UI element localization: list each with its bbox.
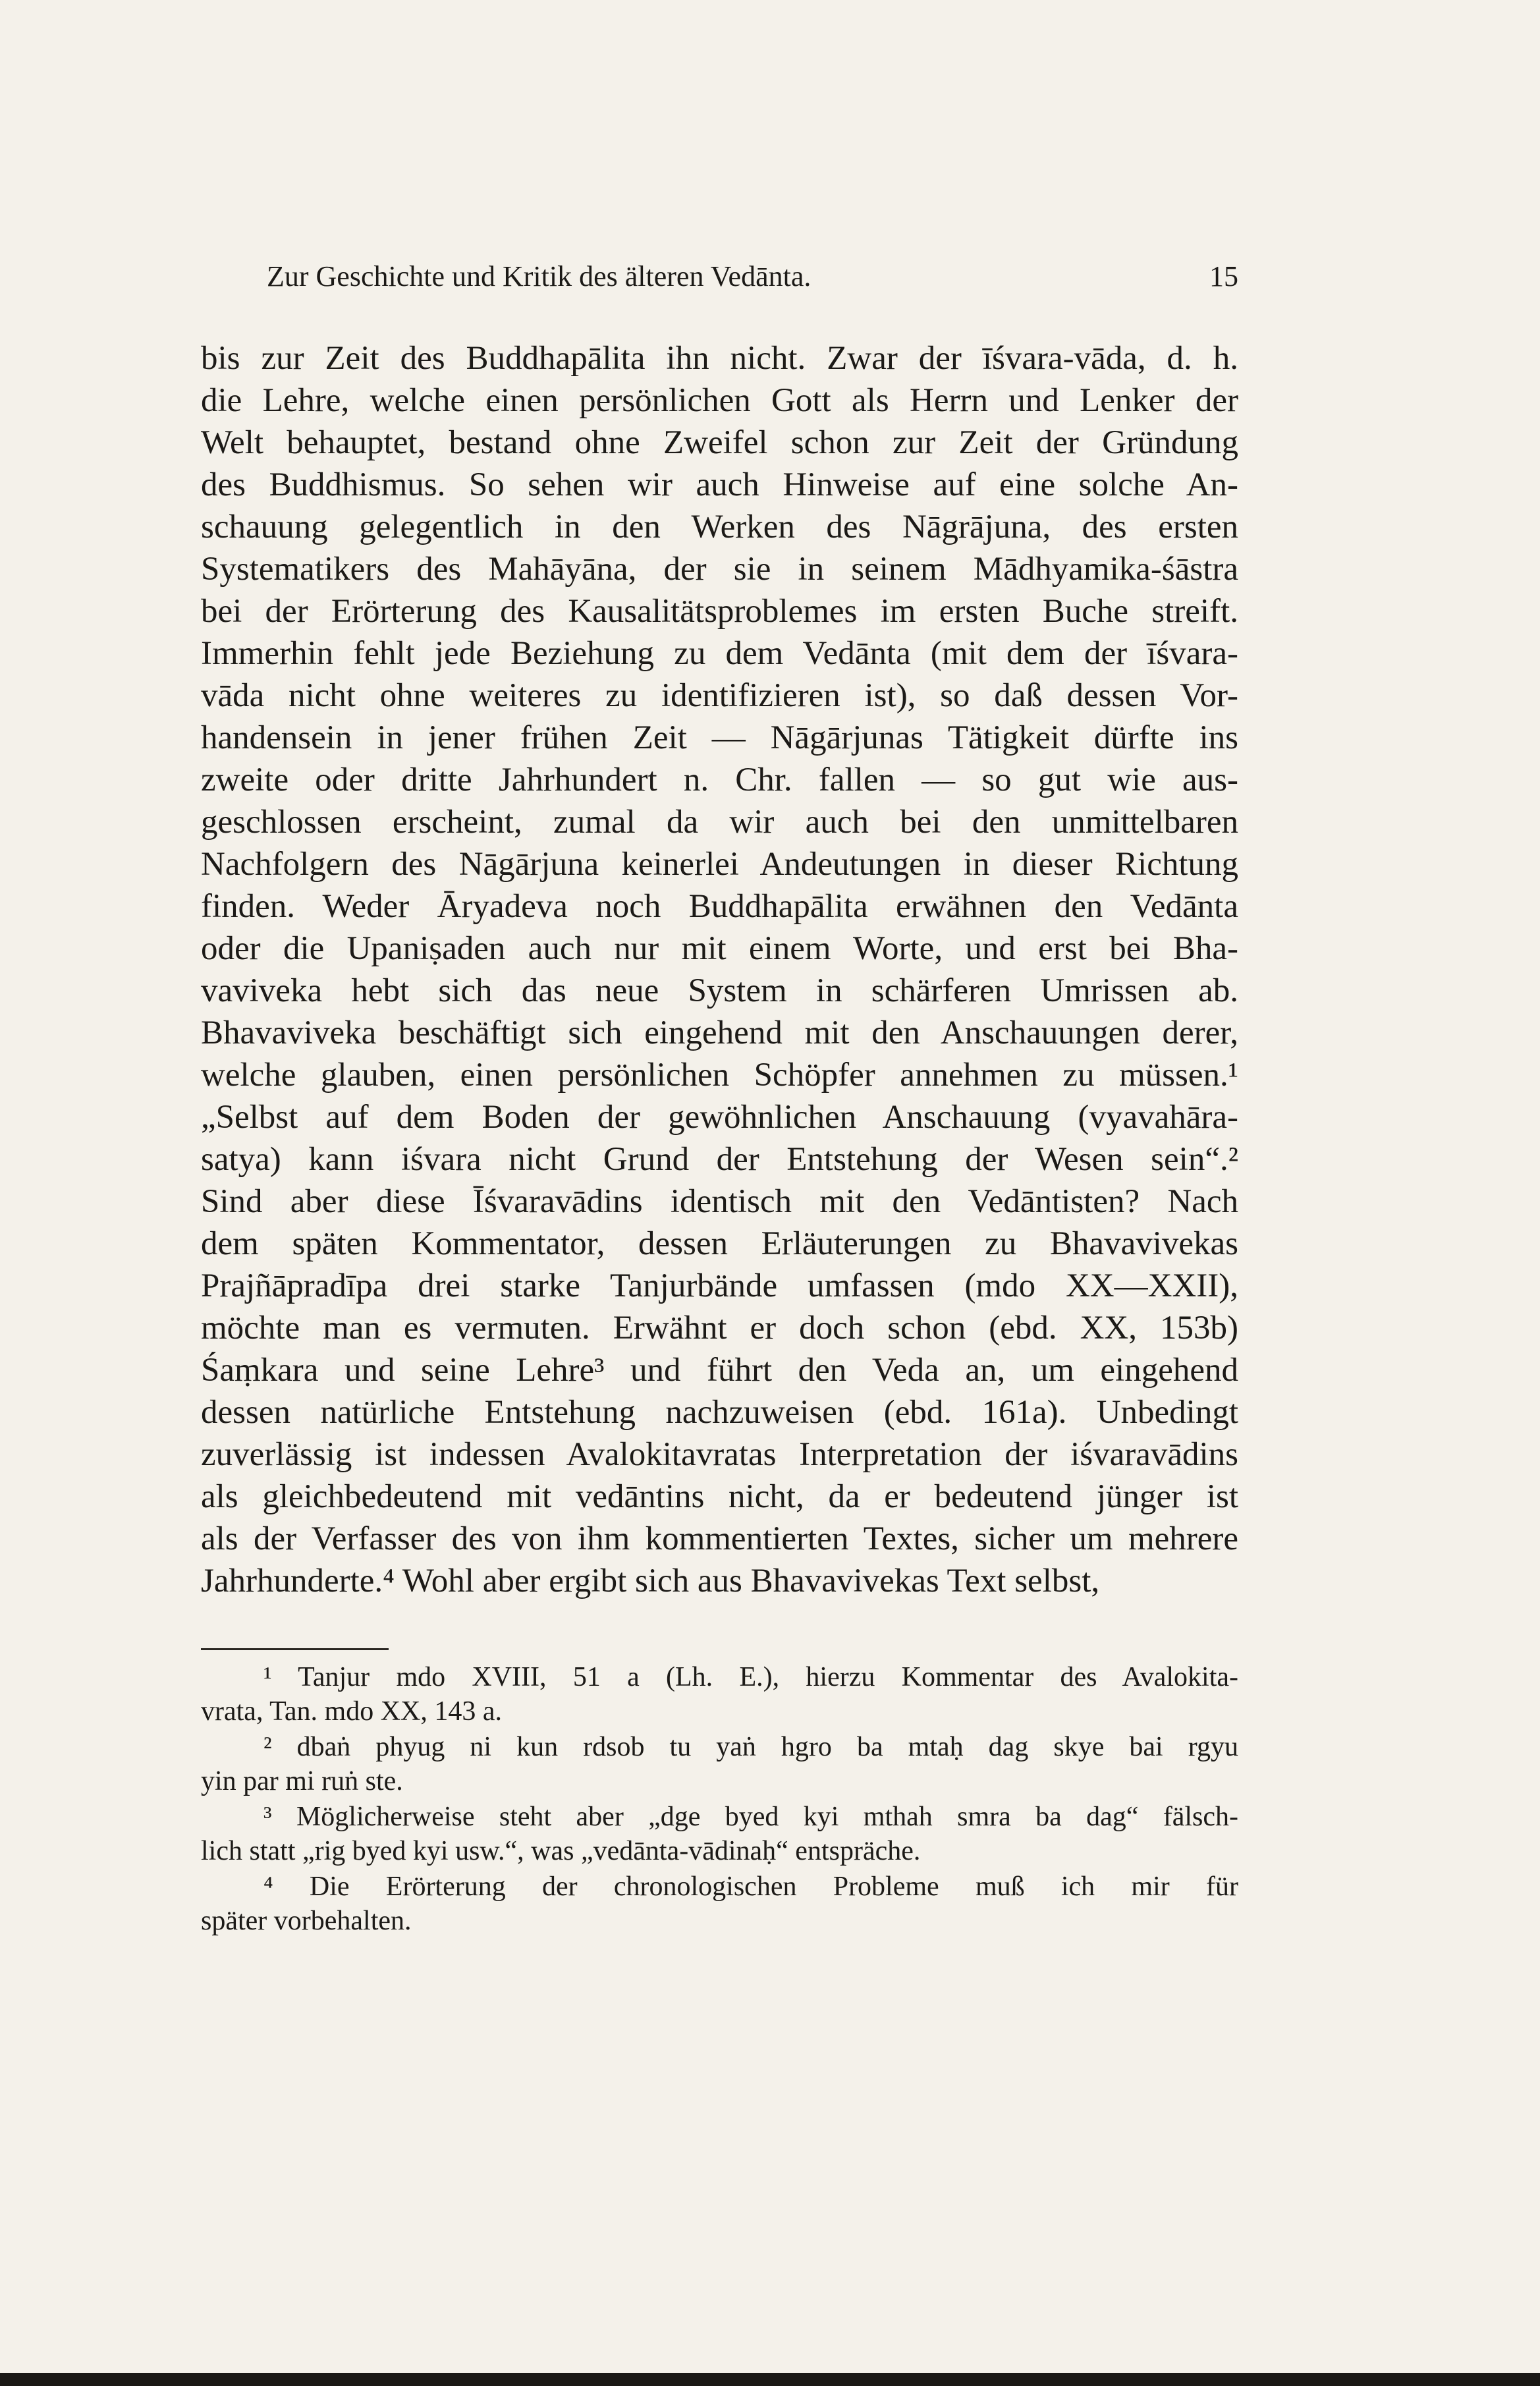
body-line: schauung gelegentlich in den Werken des Nāgrājuna, des ersten: [201, 509, 1238, 545]
body-line: satya) kann iśvara nicht Grund der Entstehung der Wesen sein“.²: [201, 1141, 1238, 1178]
body-line: Systematikers des Mahāyāna, der sie in seinem Mādhyamika-śāstra: [201, 551, 1238, 588]
footnote-line: ⁴ Die Erörterung der chronologischen Probleme muß ich mir für: [263, 1872, 1238, 1902]
footnote-line: lich statt „rig byed kyi usw.“, was „vedānta-vādinaḥ“ entspräche.: [201, 1836, 921, 1866]
body-line: „Selbst auf dem Boden der gewöhnlichen Anschauung (vyavahāra-: [201, 1099, 1238, 1136]
body-text: [201, 337, 1238, 1602]
footnote-line: ³ Möglicherweise steht aber „dge byed kyi mthah smra ba dag“ fälsch-: [263, 1802, 1238, 1832]
body-line: bei der Erörterung des Kausalitätsproblemes im ersten Buche streift.: [201, 593, 1238, 630]
body-line: bis zur Zeit des Buddhapālita ihn nicht. Zwar der īśvara-vāda, d. h.: [201, 340, 1238, 377]
body-line: als der Verfasser des von ihm kommentierten Textes, sicher um mehrere: [201, 1520, 1238, 1557]
footnote-4: [201, 1870, 1238, 1938]
footnote-line: vrata, Tan. mdo XX, 143 a.: [201, 1696, 503, 1727]
body-line: Welt behauptet, bestand ohne Zweifel schon zur Zeit der Gründung: [201, 424, 1238, 461]
body-line: finden. Weder Āryadeva noch Buddhapālita erwähnen den Vedānta: [201, 888, 1238, 925]
body-line: oder die Upaniṣaden auch nur mit einem Worte, und erst bei Bha-: [201, 930, 1238, 967]
footnote-line: yin par mi ruṅ ste.: [201, 1766, 403, 1796]
body-line: zuverlässig ist indessen Avalokitavratas Interpretation der iśvaravādins: [201, 1436, 1238, 1473]
footnote-2: [201, 1730, 1238, 1798]
body-line: vāda nicht ohne weiteres zu identifizieren ist), so daß dessen Vor-: [201, 677, 1238, 714]
running-title: Zur Geschichte und Kritik des älteren Vedānta.: [267, 260, 811, 292]
footnotes: [201, 1660, 1238, 1939]
page-number: 15: [1209, 260, 1238, 292]
footnote-line: später vorbehalten.: [201, 1906, 412, 1936]
body-line: zweite oder dritte Jahrhundert n. Chr. fallen — so gut wie aus-: [201, 762, 1238, 798]
body-line: als gleichbedeutend mit vedāntins nicht, da er bedeutend jünger ist: [201, 1478, 1238, 1515]
footnote-3: [201, 1800, 1238, 1868]
body-line: dessen natürliche Entstehung nachzuweisen (ebd. 161a). Unbedingt: [201, 1394, 1238, 1431]
scan-edge: [0, 2373, 1540, 2386]
body-line: vaviveka hebt sich das neue System in schärferen Umrissen ab.: [201, 972, 1238, 1009]
body-line: Śaṃkara und seine Lehre³ und führt den Veda an, um eingehend: [201, 1352, 1238, 1389]
body-line: möchte man es vermuten. Erwähnt er doch schon (ebd. XX, 153b): [201, 1310, 1238, 1346]
footnote-line: ¹ Tanjur mdo XVIII, 51 a (Lh. E.), hierzu Kommentar des Avalokita-: [263, 1662, 1238, 1692]
body-line: Nachfolgern des Nāgārjuna keinerlei Andeutungen in dieser Richtung: [201, 846, 1238, 883]
body-line: die Lehre, welche einen persönlichen Gott als Herrn und Lenker der: [201, 382, 1238, 419]
body-line: Jahrhunderte.⁴ Wohl aber ergibt sich aus Bhavavivekas Text selbst,: [201, 1563, 1100, 1599]
body-line: welche glauben, einen persönlichen Schöpfer annehmen zu müssen.¹: [201, 1057, 1238, 1094]
body-line: Immerhin fehlt jede Beziehung zu dem Vedānta (mit dem der īśvara-: [201, 635, 1238, 672]
body-line: Prajñāpradīpa drei starke Tanjurbände umfassen (mdo XX—XXII),: [201, 1267, 1238, 1304]
footnote-1: [201, 1660, 1238, 1729]
body-line: Bhavaviveka beschäftigt sich eingehend mit den Anschauungen derer,: [201, 1014, 1238, 1051]
footnote-separator: [201, 1648, 389, 1650]
body-line: geschlossen erscheint, zumal da wir auch bei den unmittelbaren: [201, 804, 1238, 841]
body-line: des Buddhismus. So sehen wir auch Hinweise auf eine solche An-: [201, 466, 1238, 503]
body-line: handensein in jener frühen Zeit — Nāgārjunas Tätigkeit dürfte ins: [201, 719, 1238, 756]
body-line: Sind aber diese Īśvaravādins identisch mit den Vedāntisten? Nach: [201, 1183, 1238, 1220]
running-head: [201, 257, 1238, 296]
body-line: dem späten Kommentator, dessen Erläuterungen zu Bhavavivekas: [201, 1225, 1238, 1262]
footnote-line: ² dbaṅ phyug ni kun rdsob tu yaṅ hgro ba mtaḥ dag skye bai rgyu: [263, 1732, 1238, 1762]
